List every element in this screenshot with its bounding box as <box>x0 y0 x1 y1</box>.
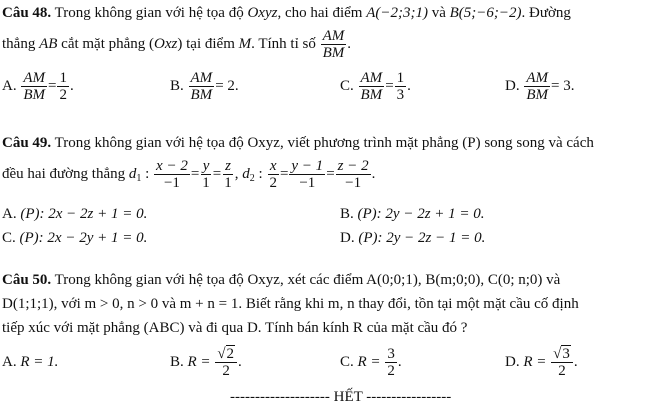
q50-line1: Câu 50. Trong không gian với hệ tọa độ Oxyz, xét các điểm A(0;0;1), B(m;0;0), C(0; n;0) và <box>2 272 561 288</box>
q50-line2: D(1;1;1), với m > 0, n > 0 và m + n = 1. Biết rằng khi m, n thay đổi, tồn tại một mặt cầu cố định <box>2 296 579 312</box>
q49-option-c: C. (P): 2x − 2y + 1 = 0. <box>2 230 148 246</box>
q48-option-b: B. $\frac{AM}{BM}$ = 2. <box>170 70 239 103</box>
q49-line1: Câu 49. Trong không gian với hệ tọa độ Oxyz, viết phương trình mặt phẳng (P) song song và cách <box>2 135 594 151</box>
q48-line1: Câu 48. Trong không gian với hệ tọa độ Oxyz, cho hai điểm A(−2;3;1) và B(5;−6;−2). Đường <box>2 5 571 21</box>
q49-option-b: B. (P): 2y − 2z + 1 = 0. <box>340 206 485 222</box>
q48-option-a: A. $\frac{AM}{BM}$ = $\frac{1}{2}$ . <box>2 70 74 103</box>
ratio-fraction: $\frac{AM}{BM}$ <box>322 28 345 61</box>
q50-option-d: D. R = $\frac{√3}{2}$ . <box>505 346 578 379</box>
q50-option-c: C. R = $\frac{3}{2}$ . <box>340 346 402 379</box>
q49-option-a: A. (P): 2x − 2z + 1 = 0. <box>2 206 148 222</box>
end-label: HẾT <box>333 389 363 405</box>
q48-label: Câu 48. <box>2 5 52 21</box>
q49-option-d: D. (P): 2y − 2z − 1 = 0. <box>340 230 486 246</box>
q49-label: Câu 49. <box>2 135 52 151</box>
q50-option-a: A. R = 1. <box>2 354 59 370</box>
q49-line2: đều hai đường thẳng $d_1$ : $\frac{x - 2}{-1}$ = $\frac{y}{1}$ = $\frac{z}{1}$ , $d_2$ : $\frac{x}{2}$ = $\frac{y - 1}{-1}$ = $\frac{z - 2}{-1}$ . <box>2 158 376 191</box>
q48-option-c: C. $\frac{AM}{BM}$ = $\frac{1}{3}$ . <box>340 70 411 103</box>
q48-line2: thẳng AB cắt mặt phẳng (Oxz) tại điểm M. Tính tỉ số $\frac{AM}{BM}$ . <box>2 28 352 61</box>
point-a: A(−2;3;1) <box>366 5 428 21</box>
point-b: B(5;−6;−2) <box>449 5 522 21</box>
q48-option-d: D. $\frac{AM}{BM}$ = 3. <box>505 70 575 103</box>
end-footer: -------------------- HẾT ----------------- <box>230 389 452 405</box>
q50-option-b: B. R = $\frac{√2}{2}$ . <box>170 346 242 379</box>
q50-label: Câu 50. <box>2 272 52 288</box>
q50-line3: tiếp xúc với mặt phẳng (ABC) và đi qua D. Tính bán kính R của mặt cầu đó ? <box>2 320 468 336</box>
